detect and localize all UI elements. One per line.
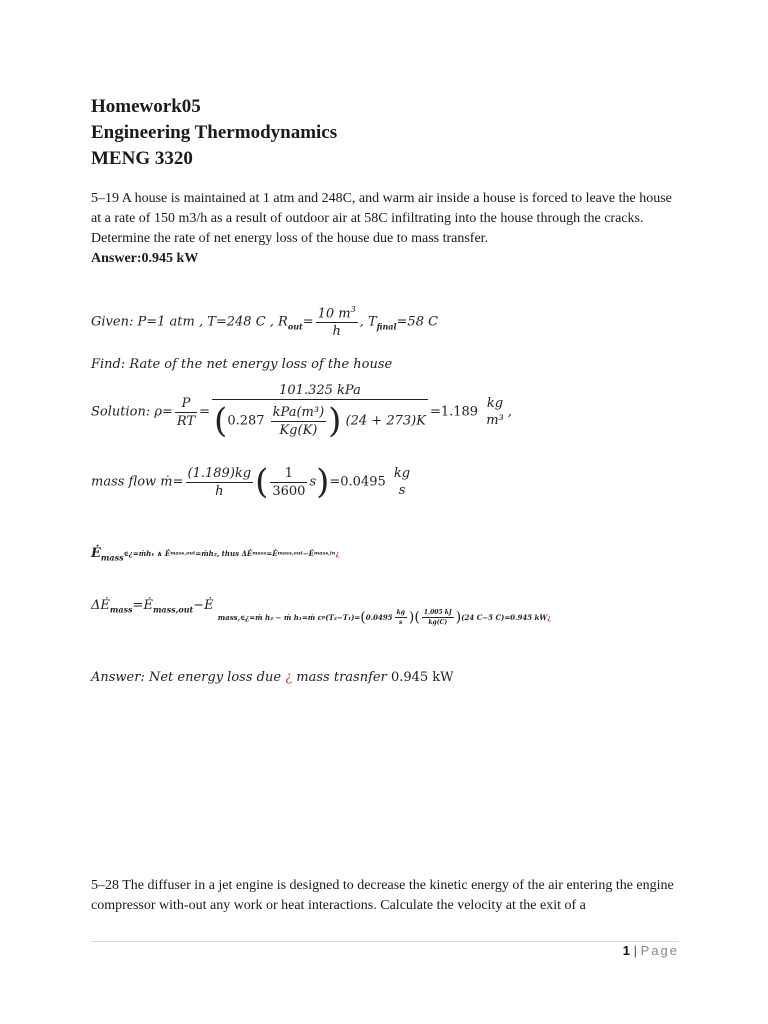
delta-cp-sub: p	[321, 614, 326, 621]
delta-sub2: mass,out	[152, 604, 194, 615]
given-r-sub: out	[287, 321, 303, 332]
final-answer-rest: mass trasnfer	[296, 670, 387, 685]
given-t-value: =58 C	[396, 314, 439, 330]
emass-rest: ∈¿=ṁh₁ ∧ Ė	[123, 549, 171, 558]
delta-energy-equation: $\Delta Ė_{mass}=Ė_{mass,out}-Ė$ mass,∈¿=ṁ h₂ − ṁ h₁=ṁ cp(T₂−T₁)=(0.0495 $\frac{kg}{s}$ )( $\frac{1.005 kJ}{kg(C)}$ )(24 C−5 C)=0.945 kW¿	[91, 598, 552, 626]
emass-lead: Ė	[91, 546, 101, 561]
delta-tail: (24 C−5 C)=0.945 kW	[461, 613, 548, 622]
delta-tt: (T₂−T₁)=	[325, 613, 361, 622]
final-answer-lead: Answer: Net energy loss due	[91, 670, 282, 685]
emass-rest7: −Ė	[302, 549, 314, 558]
solution-inner-num: kPa(m³)	[272, 404, 325, 420]
mass-flow-unit-den: s	[398, 483, 406, 498]
solution-unit	[484, 396, 506, 428]
solution-inner-den: Kg(K)	[279, 422, 318, 438]
problem-1-text: 5–19 A house is maintained at 1 atm and 248C, and warm air inside a house is forced to leave the house at a rate of 150 m3/h as a result of outdoor air at 58C infiltrating into the house through the cracks. Determine the rate of net energy loss of the house due to mass transfer.	[91, 191, 672, 246]
solution-unit-den: m³	[486, 413, 504, 428]
delta-eq: =Ė	[132, 598, 153, 613]
solution-f2-den-a: 0.287	[227, 413, 265, 429]
mass-flow-fraction-2	[270, 466, 307, 499]
emass-sub: mass	[100, 552, 124, 563]
solution-unit-num: kg	[486, 396, 504, 411]
emass-rest5: =Ė	[266, 549, 278, 558]
homework-title: Homework05	[91, 96, 201, 117]
final-answer	[91, 670, 454, 685]
mass-flow-lead: mass flow ṁ=	[91, 474, 184, 490]
given-t-part: , T	[359, 314, 377, 330]
emass-rest3: =ṁh₂, thus ΔĖ	[195, 549, 253, 558]
energy-mass-relation	[91, 546, 340, 563]
given-rate-fraction	[316, 305, 358, 339]
given-t-sub: final	[376, 321, 397, 332]
delta-v1-num: kg	[396, 609, 405, 616]
emass-rest6: mass,out	[277, 550, 303, 557]
page-footer	[623, 943, 679, 958]
delta-v1-den: s	[399, 619, 403, 626]
page-label: Page	[640, 943, 679, 958]
delta-lead: ΔĖ	[91, 598, 110, 613]
solution-f1-den: RT	[176, 413, 196, 429]
emass-rest8: mass,in	[314, 550, 336, 557]
emass-tail: ¿	[335, 549, 340, 558]
given-lead: Given: P=1 atm , T=248 C , R	[91, 314, 288, 330]
solution-f2-den-b: (24 + 273)K	[345, 413, 426, 429]
delta-sub1: mass	[109, 604, 133, 615]
emass-rest2: mass,out	[170, 550, 196, 557]
solution-fraction-1	[175, 396, 197, 429]
problem-1-answer: Answer:0.945 kW	[91, 251, 199, 266]
delta-sub3: mass,∈¿=ṁ h₂ − ṁ h₁=ṁ c	[217, 613, 322, 622]
delta-v2-num: 1.005 kJ	[423, 609, 452, 616]
mass-flow-f2-den: 3600	[272, 483, 306, 499]
mass-flow-f1-num: (1.189)kg	[187, 465, 252, 481]
mass-flow-unit-num: kg	[393, 466, 411, 481]
delta-v2-den: kg(C)	[428, 619, 448, 626]
find-statement: Find: Rate of the net energy loss of the house	[91, 357, 393, 372]
document-header	[91, 94, 337, 172]
problem-1-statement	[91, 189, 681, 269]
solution-inner-fraction	[271, 405, 326, 438]
solution-result: =1.189	[429, 404, 479, 420]
page-separator: |	[630, 943, 641, 958]
solution-lead: Solution: ρ=	[91, 404, 173, 420]
delta-tail-mark: ¿	[547, 613, 552, 622]
mass-flow-f2-num: 1	[270, 466, 307, 483]
footer-divider	[91, 941, 679, 942]
given-equation: Given: P=1 atm , T=248 C , $R_{out}=$ $\frac{10 m^3}{h}$ , $T_{final}=58$ C	[91, 305, 439, 340]
mass-flow-equation: mass flow ṁ= $\frac{(1.189)kg}{h}$ ( $\frac{1}{3600}$ s)=0.0495 kg s	[91, 462, 411, 502]
given-frac-num: 10 m	[317, 306, 351, 322]
delta-v2-fraction	[422, 609, 454, 626]
delta-v1: 0.0495	[365, 613, 393, 622]
course-name: Engineering Thermodynamics	[91, 122, 338, 143]
solution-f2-num: 101.325 kPa	[212, 383, 428, 400]
given-frac-num-sup: 3	[350, 305, 356, 314]
page-number: 1	[622, 943, 631, 958]
problem-2-statement: 5–28 The diffuser in a jet engine is designed to decrease the kinetic energy of the air entering the engine compressor with-out any work or heat interactions. Calculate the velocity at the exit of a	[91, 878, 674, 913]
solution-fraction-2: 101.325 kPa (0.287 $\frac{\text{kPa(m³)}}{Kg(K)}$ ) (24 + 273)K	[214, 383, 426, 441]
solution-f1-num: P	[175, 396, 197, 413]
delta-v1-unit	[395, 609, 407, 626]
mass-flow-fraction-1	[186, 466, 254, 499]
mass-flow-f1-den: h	[215, 483, 224, 499]
mass-flow-f2-unit: s	[309, 474, 317, 490]
final-answer-mark: ¿	[285, 670, 293, 685]
final-answer-value: 0.945 kW	[390, 670, 454, 685]
delta-minus: −Ė	[193, 598, 214, 613]
emass-rest4: mass	[252, 550, 267, 557]
mass-flow-unit	[392, 466, 412, 498]
solution-equation: Solution: ρ= $\frac{P}{RT}$ = 101.325 kPa (0.287 $\frac{\text{kPa(m³)}}{Kg(K)}$ ) (24 + 273)K =1.189 kg m³ ,	[91, 383, 512, 441]
mass-flow-result: =0.0495	[329, 474, 386, 490]
given-frac-den: h	[332, 324, 341, 340]
course-code: MENG 3320	[91, 148, 193, 169]
